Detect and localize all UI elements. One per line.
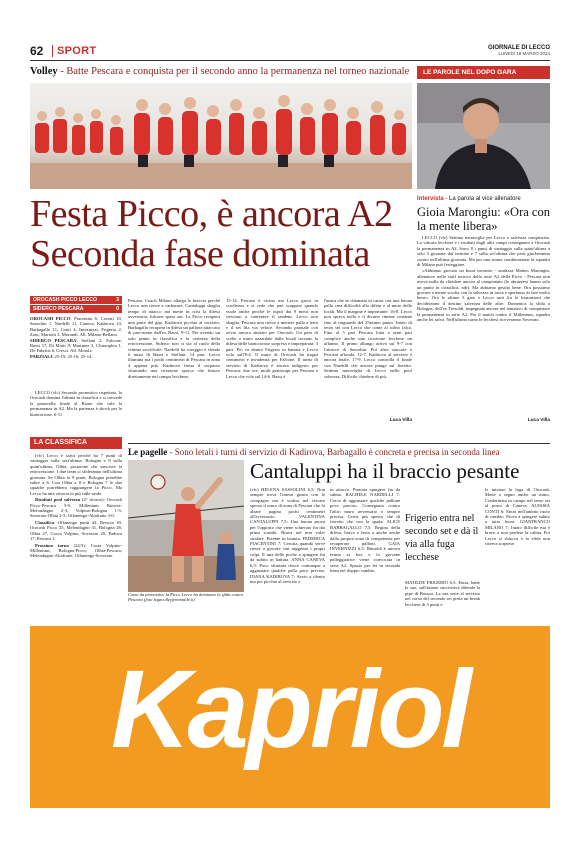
sidebar-body: [417, 235, 550, 425]
score-row-away: [30, 305, 122, 313]
results-text: (2° ritorno): Orocash Picco-Pescara 3-0; Millenium Brescia-Mefondagno 2-3; Volpino-Bologna 1-3; Soverato-Olbia 2-3; Offanengo-Altafratte 3-0.: [30, 497, 122, 519]
sidebar-kicker-label: Intervista: [417, 196, 444, 202]
ratings-kicker: [128, 447, 500, 457]
article-byline: Luca Villa: [389, 418, 412, 423]
ratings-paragraph: (vlc) HELENA SASSOLINI 6,5: Non sempre trova l'intesa giusta con le compagne ma è scaltra nel cercare spesso il muro di zona di Pescara che fa alzare pagina pochi centimetri all'avversario. VALENTINA CANTALUPPI 7,5: Una buona prova per l'opposto che viene schierato fin dai primi scambi. Brava nel non voler strafare. Potente in battuta. FEDERICA PIACENTINI 7: Cercata quando serve riesce a giocare con saggezza i propri colpi. E una delle poche a spingere fin da subito in battuta. ANNA CANEVA 6,5: Poco sfruttata riesce comunque a aggiustare qualche palla poco precisa. DIANA KADIROVA 7: Avvio a rilento ma poi picchia al servizio e: [250, 487, 325, 584]
team-score: 0: [116, 306, 119, 312]
masthead: [488, 45, 550, 56]
article-column: [128, 298, 220, 440]
ratings-paragraph: le iniziare la fuga di Orocash. Mette a segno anche un muro. Confermata in campo nel terzo set al posto di Caneva. ALESSIA CONTI 6: Entra nell'ambito ruolo di cambio. Prova a spingere subito a tutta forza. GIANFRANCO MILANO 7: Inizio difficile ma è bravo a non perdere la calma. Poi Lecco si sblocca e la sfida non riserva sorprese.: [485, 487, 550, 547]
sidebar-signature: Luca Villa: [527, 418, 550, 423]
partials-text: : 25-19, 25-16, 25-14.: [52, 353, 93, 359]
sidebar-kicker-text: - La parola al vice allenatore: [443, 196, 521, 202]
article-column: [30, 390, 122, 440]
ratings-paragraph: in attacco. Pronota spingere fin da subito. RACHELE NARDELLI 7: Cerca di aggiustare qualche pallone poco preciso. Consegnata contro l'altro muro avversario e sempre precisa. Cerca più spesso che di fioretto che con la spada. ALICE BARBAGALLO 7,5: Regina della difesa, brava e lesta a anche anche dalla propria zona di competenza per recuperare palloni. GAIA INVERNIZZI 6,5: Rimoldi è ancora ferma ai box e la giovane palleggiatrice viene convocata in serie A2. Spazio per lei in seconda linea nel doppio cambio.: [330, 487, 400, 574]
ad-brand-logo: Kapriol: [111, 648, 469, 771]
advertisement[interactable]: [30, 626, 550, 808]
ratings-kicker-label: Le pagelle: [128, 447, 168, 457]
ratings-column: [250, 487, 325, 617]
partials-label: PARZIALI: [30, 353, 53, 359]
team-score: 3: [116, 297, 119, 303]
article-column: [226, 298, 318, 440]
coach-photo: [417, 83, 550, 189]
table-text: : Offanengo punti 42, Brescia 39, Orocash Picco 35, Melendugno 31, Bologna 28, Olbia 27, Cosca Volpino, Soverato 20, Padova 17, Pescara 1.: [30, 519, 122, 542]
article-paragraph: LECCO (vlc) Secondo pronostico rispettato, la Orocash domina l'ultima in classifica e si concede la passerella finale al Bione che vale la permanenza in A2. Ma la partenza è shock per le biancorosse, 6-11: [30, 390, 122, 417]
ratings-column: [485, 487, 550, 617]
page-number: 62: [30, 44, 44, 58]
sidebar-kicker: [417, 196, 521, 202]
match-action-photo: [128, 460, 244, 592]
sidebar-paragraph: «Abbiamo giocato un buon incontro - analizza Matteo Marongiu, allenatore nello staff tecnico della serie A2 della Picco - Pescara non aveva nulla da chiedere ancora al campionato (le abruzzesi hanno solo un punto in classifica, ndr). Ma abbiamo gestito bene. Ora possiamo giocare a mente sciolta con la salvezza in tasca e speriamo di fare molto bene». Ora le ultime 3 gare e Lecco sarà fra le formazioni che decideranno il destino salvezza delle altre. Domenica la sfida a Bologna, dell'ex Tresoldi, impegnata ancora nel tentativo di conquistare la permanenza in serie A2. Poi il match contro il Millenium, squadra anche lei salva. Nell'ultimo turno le lecchesi riceveranno Soverato.: [417, 268, 550, 323]
lineup-text: : Piacentini 6, Cerruti 10, Sassolini 1, Nardelli 11, Caneva, Kadirova 14, Barbagallo 11, Conti 4, Invernizzi, Frigerio 2, Zoni, Mariotti 3, Morandi. All. Milano-Bellano.: [30, 316, 122, 338]
section-name: SPORT: [57, 45, 97, 57]
kicker-label: Volley: [30, 66, 58, 77]
standings-body: [30, 453, 122, 605]
standings-intro: (vlc) Lecco è salva perché ha 7 punti di vantaggio sulla sest'ultima, Bologna e 8 sulla quint'ultima, Olbia, posizione che sancisce la retrocessione. I due team si sfideranno nell'ultima giornata. Se Olbia fa 9 punti, Bologna potrebbe salire a 6. Con Olbia a 8 e Bologna 7 le due squadre potrebbero raggiungere la Picco. Ma Lecco ha una vittoria in più sulle sarde.: [30, 453, 122, 496]
next-round-text: (24/3): Costa Volpino-Millenium; Bologna-Picco; Olbia-Pescara; Melendugno-Altafratte; Offanengo-Soverato.: [30, 542, 122, 559]
standings-header: LA CLASSIFICA: [30, 437, 122, 449]
team-celebration-photo: [30, 83, 412, 189]
ratings-kicker-text: - Sono letali i turni di servizio di Kadirova, Barbagallo è concreta e precisa in seconda linea: [167, 447, 500, 457]
next-round-label: Prossimo turno: [35, 542, 69, 548]
lineup-text: : Stellani 2, Falcone, Bassi 17, Di Marti 8, Martinez 3, Chiraoplou 1, De Fabritis 6, Cresci. All. Motola.: [30, 337, 122, 354]
ratings-headline: Cantaluppi ha il braccio pesante: [250, 459, 520, 483]
article-paragraph: l'unica che se chiamata in causa con una buona palla crea difficoltà alla difesa e al muro delle locali. Ma il margine è importante: 16-8. Lecco non spreca nulla e il divario rimane costante fino al traguardo del 25esimo punto. Inizio di terzo set con Lecco che come al solito falca. Fino al 5 pari Pescara lotta a armi pari complice anche una ricezione lecchese un affanno. Il primo allungo arriva sul 9-7 con l'attacco di Sassolini. Poi altre staccate e Pescara affonda, 12-7. Kadirova al servizio è ancora letale, 17-9. Lecco controlla il finale con Nardelli che ancora punge sul fioretto. Settima meraviglia di Lecco nello pool salvezza. Difficile chiedere di più.: [324, 298, 412, 379]
ratings-column: [330, 487, 400, 617]
team-name: SIDERCO PESCARA: [33, 306, 84, 312]
header-separator: [52, 45, 53, 57]
pull-quote: Frigerio entra nel secondo set e dà il via alla fuga lecchese: [405, 513, 479, 563]
ratings-column: [405, 580, 480, 618]
sidebar-title: Gioia Marongiu: «Ora con la mente libera»: [417, 205, 550, 233]
score-box: [30, 296, 122, 359]
score-row-home: [30, 296, 122, 304]
article-paragraph: 15-14. Pescara è vicino ma Lecco gioca in scioltezza e si vede che può scappare quando vuole anche perché le ospiti dai 9 metri non riescono a contenere il tandem. Lecco non sbaglia, Pescara non riesce a mettere palla a terra e il set fila via veloce. Secondo parziale con avvio ancora sinistro per Orocash. Un paio di scelte a muro azzardate dalle locali trovano la difesa delle biancorosse sorpresa e impreparata: 3 pari. Poi va dentro Frigerio in battuta e Lecco vola sull'8-4. Il muro di Orocash ha troppi centimetri e invadenza per Falcone. Il turno di servizio di Kadirova è ancora indigesto per Pescara: due ace, molti grattacapi per Pescara e Lecco che vola sul 14-6. Bassi è: [226, 298, 318, 379]
issue-date: LUNEDÌ 18 MARZO 2024: [498, 51, 550, 56]
lineups: [30, 316, 122, 359]
section-divider: [128, 443, 550, 444]
table-label: Classifica: [35, 519, 54, 525]
lineup-label: SIDERCO PESCARA: [30, 337, 77, 343]
sidebar-paragraph: LECCO (vlc) Settima meraviglia per Lecco e salvezza conquistata. La vittoria lecchese e i risultati dagli altri campi consegnano a Orocash la permanenza in A2. Sono 8 i punti di vantaggio sulla quint'ultima a solo 3 giornate dal termine e 7 sulla sei'ultima che però giocheranno contro nell'ultima giornata. Ma per una strana combinazione la squadra di Milano può festeggiare.: [417, 235, 550, 268]
paper-name: GIORNALE DI LECCO: [487, 45, 550, 51]
article-kicker: [30, 66, 409, 77]
headline-line-2: Seconda fase dominata: [30, 233, 370, 275]
sidebar-header: LE PAROLE NEL DOPO GARA: [417, 66, 550, 79]
team-name: OROCASH PICCO LECCO: [33, 297, 97, 303]
headline-line-1: Festa Picco, è ancora A2: [30, 193, 393, 235]
kicker-text: - Batte Pescara e conquista per il secondo anno la permanenza nel torneo nazionale: [57, 66, 410, 77]
article-paragraph: Pescara. Coach Milano allarga le braccia perché Lecco non riesce a carburare. Cantaluppi sbaglia tempo di attacco ma mette in crisi la difesa avversaria, fulcone spara out. La Picco recupera una parte del gap. Kadirova picchia al servizio, Barbagallo recupera in difesa un pallone attaccato di precisione dall'ex Bassi, 9-11. Per avendo un solo punto in classifica e la certezza della retrocessione, Siderco non ci sta al ruolo della vittima sacrificale. Nardelli ha coraggio e sfonda il muro di Bassi e Stellani: 14 pari. Lecco illumina ma i pochi centimetri di Pescara in zona 4 appena può. Kadirova firma il sorpasso sfruttando una ricezione sporca che finisce direttamente nel campo lecchese,: [128, 298, 220, 379]
lineup-label: OROCASH PICCO: [30, 316, 71, 321]
header-rule: [30, 60, 550, 61]
ratings-paragraph: MATILDE FRIGERIO 6,5: Entra, batte le sue, sull'azione successiva difende la pipe di Bassoa. La sua serie al servizio nel corso del secondo set porta un break lecchese di 3 punti e: [405, 580, 480, 607]
photo-caption: Come da pronostico la Picco Lecco ha dominato la sfida contro Pescara (foto legavolleyfemminile.it): [128, 592, 244, 603]
main-headline: [30, 194, 412, 274]
results-label: Risultati pool salvezza: [35, 497, 81, 503]
